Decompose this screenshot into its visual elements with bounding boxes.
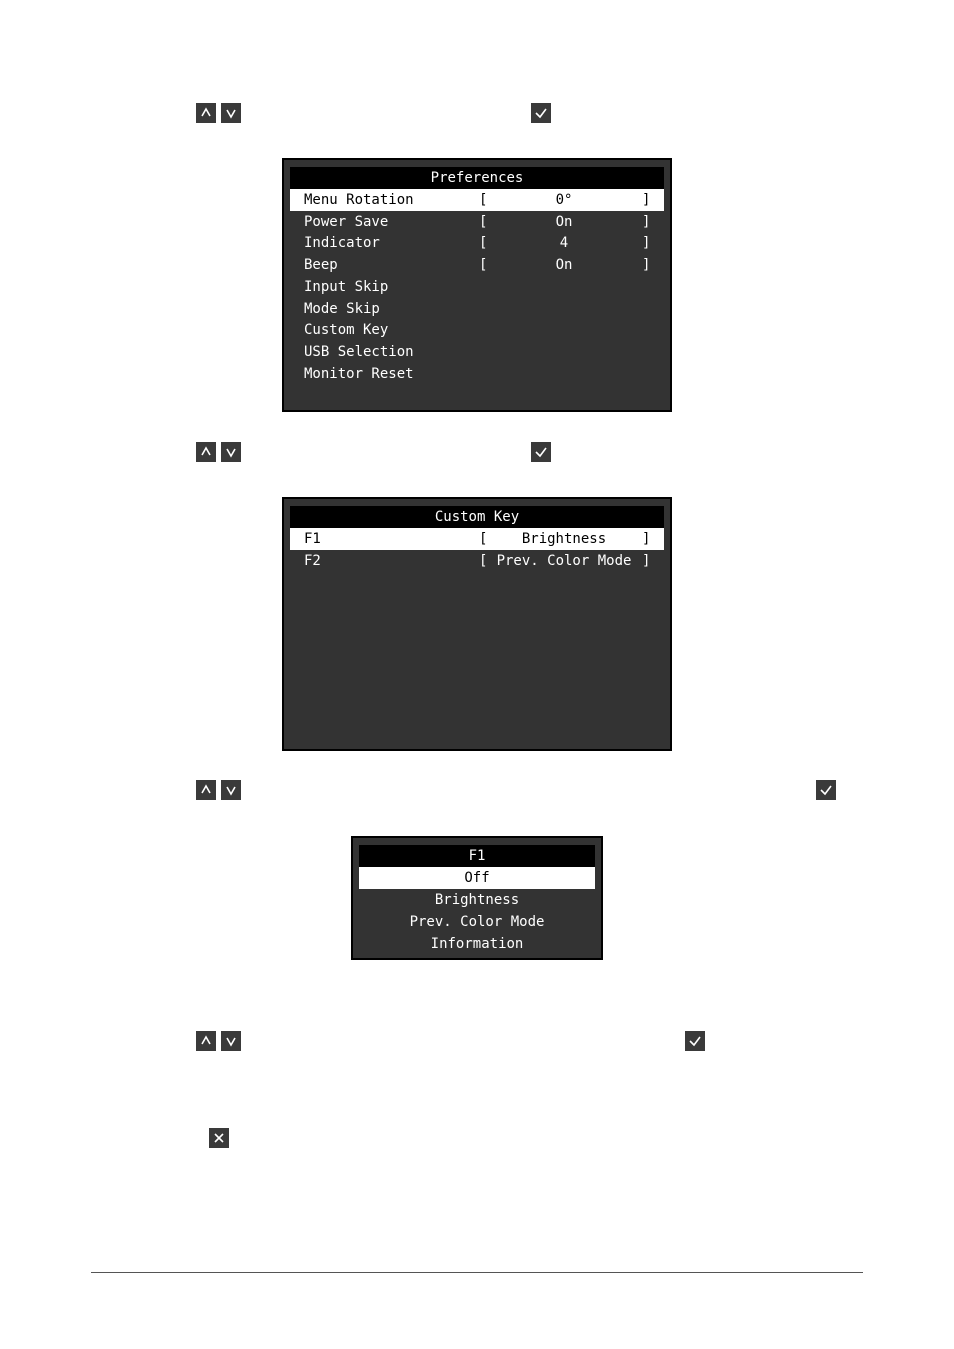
down-button[interactable] xyxy=(221,1031,241,1051)
menu-item[interactable] xyxy=(290,319,664,341)
down-button[interactable] xyxy=(221,103,241,123)
menu-item-label: Custom Key xyxy=(304,322,389,339)
menu-option[interactable]: Prev. Color Mode xyxy=(409,914,545,930)
menu-item[interactable] xyxy=(290,528,664,550)
down-arrow-icon xyxy=(221,103,241,123)
enter-button[interactable] xyxy=(531,442,551,462)
check-icon xyxy=(685,1031,705,1051)
bracket-left: [ xyxy=(479,553,488,569)
menu-item-label: Beep xyxy=(304,257,338,274)
menu-item[interactable] xyxy=(290,254,664,276)
menu-title: Preferences xyxy=(290,167,664,189)
close-icon xyxy=(209,1128,229,1148)
footer-rule xyxy=(91,1272,863,1273)
bracket-right: ] xyxy=(642,531,651,547)
enter-button[interactable] xyxy=(531,103,551,123)
menu-item-label: F2 xyxy=(304,553,321,569)
menu-item[interactable] xyxy=(290,298,664,320)
enter-button[interactable] xyxy=(816,780,836,800)
menu-item-label: Input Skip xyxy=(304,278,389,295)
menu-option[interactable]: Off xyxy=(359,867,595,889)
up-arrow-icon xyxy=(196,442,216,462)
bracket-right: ] xyxy=(642,553,651,569)
up-button[interactable] xyxy=(196,442,216,462)
menu-item-value: 4 xyxy=(559,235,569,252)
menu-item[interactable] xyxy=(290,550,664,572)
down-button[interactable] xyxy=(221,442,241,462)
check-icon xyxy=(531,442,551,462)
up-button[interactable] xyxy=(196,1031,216,1051)
menu-item[interactable] xyxy=(290,211,664,233)
bracket-left: [ xyxy=(479,531,488,547)
enter-button[interactable] xyxy=(685,1031,705,1051)
bracket-left: [ xyxy=(479,213,488,230)
menu-item-label: F1 xyxy=(304,531,321,547)
down-arrow-icon xyxy=(221,442,241,462)
bracket-left: [ xyxy=(479,192,488,208)
check-icon xyxy=(816,780,836,800)
bracket-left: [ xyxy=(479,235,488,252)
down-arrow-icon xyxy=(221,1031,241,1051)
down-arrow-icon xyxy=(221,780,241,800)
bracket-right: ] xyxy=(642,257,651,274)
preferences-menu xyxy=(282,158,672,412)
menu-item-label: Power Save xyxy=(304,213,389,230)
bracket-left: [ xyxy=(479,257,488,274)
menu-item-label: USB Selection xyxy=(304,343,414,360)
up-arrow-icon xyxy=(196,103,216,123)
menu-item-value: Prev. Color Mode xyxy=(496,553,632,569)
menu-item-value: 0° xyxy=(555,192,573,208)
check-icon xyxy=(531,103,551,123)
menu-title: Custom Key xyxy=(290,506,664,528)
bracket-right: ] xyxy=(642,235,651,252)
up-arrow-icon xyxy=(196,780,216,800)
exit-button[interactable] xyxy=(209,1128,229,1148)
custom-key-menu xyxy=(282,497,672,751)
up-arrow-icon xyxy=(196,1031,216,1051)
menu-item-label: Menu Rotation xyxy=(304,192,414,208)
menu-item[interactable] xyxy=(290,363,664,385)
menu-item-value: On xyxy=(555,257,573,274)
menu-item-value: On xyxy=(555,213,573,230)
menu-item-label: Mode Skip xyxy=(304,300,380,317)
menu-item[interactable] xyxy=(290,341,664,363)
menu-item[interactable] xyxy=(290,232,664,254)
menu-item-label: Monitor Reset xyxy=(304,365,414,382)
menu-item-value: Brightness xyxy=(521,531,607,547)
bracket-right: ] xyxy=(642,192,651,208)
down-button[interactable] xyxy=(221,780,241,800)
menu-item[interactable] xyxy=(290,276,664,298)
menu-option[interactable]: Brightness xyxy=(434,892,520,908)
up-button[interactable] xyxy=(196,103,216,123)
f1-menu xyxy=(351,836,603,960)
menu-option[interactable]: Information xyxy=(430,936,524,952)
up-button[interactable] xyxy=(196,780,216,800)
menu-item-label: Indicator xyxy=(304,235,380,252)
menu-title: F1 xyxy=(359,845,595,867)
bracket-right: ] xyxy=(642,213,651,230)
menu-item[interactable] xyxy=(290,189,664,211)
